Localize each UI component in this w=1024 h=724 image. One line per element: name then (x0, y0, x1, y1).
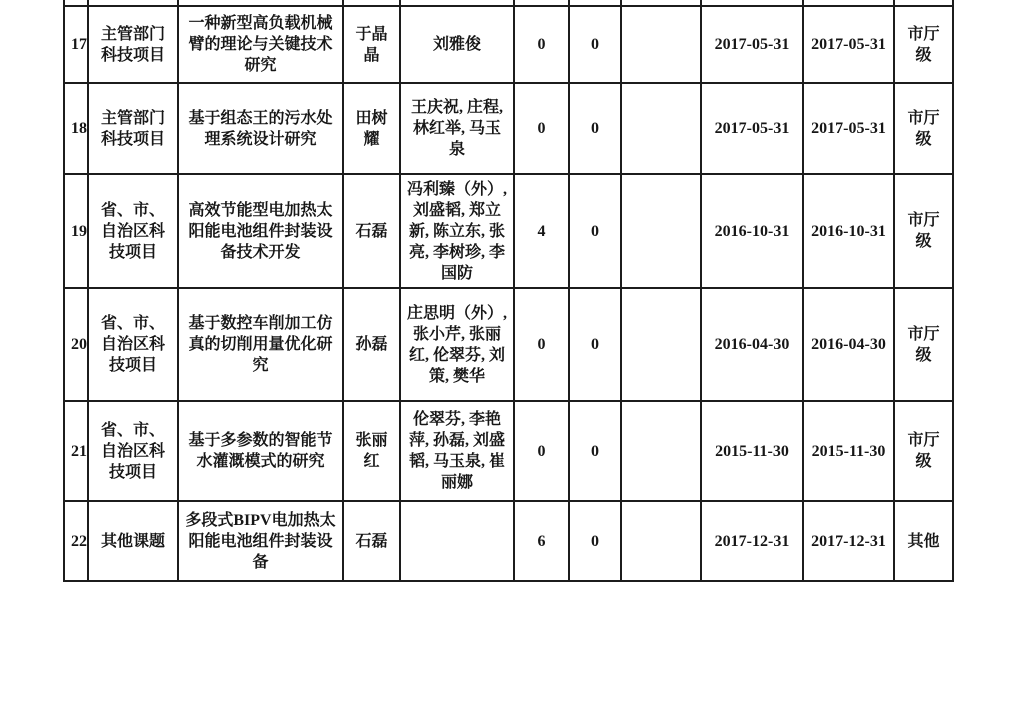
cell-date-1: 2017-12-31 (701, 501, 803, 581)
cell-members: 庄思明（外）, 张小芹, 张丽红, 伦翠芬, 刘策, 樊华 (400, 288, 514, 401)
cell-members: 刘雅俊 (400, 6, 514, 83)
cell-count-1: 4 (514, 174, 569, 288)
cell-row-number: 22 (64, 501, 88, 581)
cell-count-1: 0 (514, 288, 569, 401)
cell-blank (621, 6, 701, 83)
cell-project-title: 基于组态王的污水处理系统设计研究 (178, 83, 343, 174)
cell-date-2: 2017-05-31 (803, 83, 894, 174)
cell-leader: 孙磊 (343, 288, 400, 401)
cell-blank (621, 174, 701, 288)
cell-project-type: 主管部门科技项目 (88, 6, 178, 83)
cell-leader: 田树耀 (343, 83, 400, 174)
cell-project-title: 高效节能型电加热太阳能电池组件封装设备技术开发 (178, 174, 343, 288)
cell-count-2: 0 (569, 174, 621, 288)
cell-members: 冯利臻（外）, 刘盛韬, 郑立新, 陈立东, 张亮, 李树珍, 李国防 (400, 174, 514, 288)
table-row (64, 288, 953, 401)
cell-leader: 石磊 (343, 501, 400, 581)
table-row (64, 174, 953, 288)
cell-level: 市厅级 (894, 401, 953, 501)
cell-date-1: 2016-04-30 (701, 288, 803, 401)
cell-project-type: 省、市、自治区科技项目 (88, 401, 178, 501)
cell-count-2: 0 (569, 401, 621, 501)
cell-leader: 于晶晶 (343, 6, 400, 83)
cell-level: 市厅级 (894, 174, 953, 288)
cell-row-number: 17 (64, 6, 88, 83)
table-row (64, 83, 953, 174)
cell-blank (621, 288, 701, 401)
cell-project-type: 其他课题 (88, 501, 178, 581)
cell-date-1: 2017-05-31 (701, 6, 803, 83)
cell-level: 其他 (894, 501, 953, 581)
cell-project-title: 基于多参数的智能节水灌溉模式的研究 (178, 401, 343, 501)
cell-date-2: 2017-12-31 (803, 501, 894, 581)
table-row (64, 501, 953, 581)
cell-row-number: 20 (64, 288, 88, 401)
projects-table (63, 0, 954, 582)
cell-row-number: 19 (64, 174, 88, 288)
cell-row-number: 21 (64, 401, 88, 501)
cell-level: 市厅级 (894, 288, 953, 401)
cell-blank (621, 501, 701, 581)
cell-count-1: 0 (514, 6, 569, 83)
cell-blank (621, 83, 701, 174)
cell-date-2: 2016-10-31 (803, 174, 894, 288)
cell-date-1: 2017-05-31 (701, 83, 803, 174)
cell-leader: 石磊 (343, 174, 400, 288)
cell-date-2: 2016-04-30 (803, 288, 894, 401)
table-row (64, 6, 953, 83)
cell-date-1: 2016-10-31 (701, 174, 803, 288)
cell-date-1: 2015-11-30 (701, 401, 803, 501)
cell-row-number: 18 (64, 83, 88, 174)
cell-count-2: 0 (569, 83, 621, 174)
cell-count-2: 0 (569, 288, 621, 401)
cell-members (400, 501, 514, 581)
cell-level: 市厅级 (894, 83, 953, 174)
cell-project-title: 多段式BIPV电加热太阳能电池组件封装设备 (178, 501, 343, 581)
cell-count-1: 6 (514, 501, 569, 581)
table-row (64, 401, 953, 501)
cell-blank (621, 401, 701, 501)
cell-level: 市厅级 (894, 6, 953, 83)
cell-members: 伦翠芬, 李艳萍, 孙磊, 刘盛韬, 马玉泉, 崔丽娜 (400, 401, 514, 501)
cell-project-type: 省、市、自治区科技项目 (88, 174, 178, 288)
cell-count-1: 0 (514, 401, 569, 501)
cell-leader: 张丽红 (343, 401, 400, 501)
cell-count-2: 0 (569, 501, 621, 581)
cell-project-type: 省、市、自治区科技项目 (88, 288, 178, 401)
cell-count-2: 0 (569, 6, 621, 83)
cell-count-1: 0 (514, 83, 569, 174)
cell-date-2: 2015-11-30 (803, 401, 894, 501)
cell-project-type: 主管部门科技项目 (88, 83, 178, 174)
cell-project-title: 基于数控车削加工仿真的切削用量优化研究 (178, 288, 343, 401)
cell-project-title: 一种新型高负载机械臂的理论与关键技术研究 (178, 6, 343, 83)
cell-members: 王庆祝, 庄程, 林红举, 马玉泉 (400, 83, 514, 174)
cell-date-2: 2017-05-31 (803, 6, 894, 83)
